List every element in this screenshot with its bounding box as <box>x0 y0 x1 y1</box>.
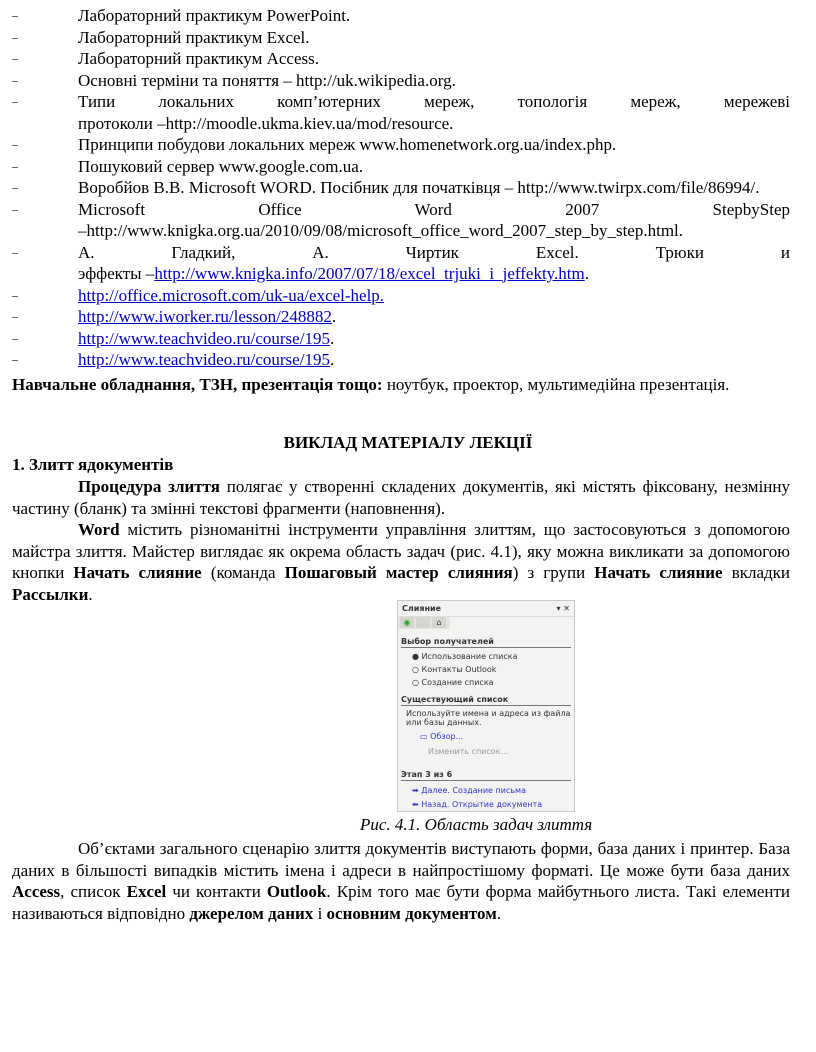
figure-caption: Рис. 4.1. Область задач злиття <box>360 815 593 834</box>
reference-item <box>0 48 790 70</box>
arrow-left-icon: ⬅ <box>412 800 419 809</box>
reference-item <box>0 199 790 242</box>
dash-bullet: – <box>12 158 18 173</box>
reference-link[interactable]: http://www.teachvideo.ru/course/195 <box>78 350 330 369</box>
paragraph-text: вкладки <box>722 563 791 582</box>
paragraph-text: , список <box>60 882 127 901</box>
dash-bullet: – <box>12 94 18 108</box>
radio-create[interactable]: ○ Создание списка <box>412 678 494 687</box>
reference-text: протоколи –http://moodle.ukma.kiev.ua/mod/resource. <box>78 113 454 133</box>
reference-item: – http://www.iworker.ru/lesson/248882. <box>12 307 337 326</box>
reference-link[interactable]: http://www.teachvideo.ru/course/195 <box>78 328 330 348</box>
reference-link[interactable]: http://office.microsoft.com/uk-ua/excel-help. <box>78 285 385 305</box>
home-icon[interactable]: ⌂ <box>432 617 446 628</box>
reference-item <box>0 285 790 307</box>
tab-icon[interactable] <box>416 617 430 628</box>
bold-term: Начать слияние <box>73 563 202 582</box>
browse-link[interactable] <box>420 732 574 741</box>
lecture-heading: ВИКЛАД МАТЕРІАЛУ ЛЕКЦІЇ <box>283 433 533 452</box>
paragraph-text: . Крім того має бути форма майбутнього листа. Такі елементи називаються відповідно <box>12 882 791 923</box>
paragraph-text: . <box>496 903 502 923</box>
paragraph-text: (команда <box>201 563 285 582</box>
reference-item <box>0 177 790 199</box>
option-label: Контакты Outlook <box>421 665 497 674</box>
reference-link[interactable]: http://www.iworker.ru/lesson/248882 <box>78 307 332 326</box>
reference-text: А. Гладкий, А. Чиртик Excel. Трюки и <box>78 242 790 262</box>
bold-term: Outlook <box>266 882 327 901</box>
paragraph-text: чи контакти <box>166 882 267 901</box>
equipment-text: ноутбук, проектор, мультимедійна презентація. <box>382 375 730 394</box>
reference-item <box>0 91 790 134</box>
reference-item: – http://www.teachvideo.ru/course/195. <box>12 350 335 369</box>
hint-text: Используйте имена и адреса из файла или базы данных. <box>406 709 571 727</box>
dash-bullet: – <box>12 201 18 216</box>
pane-controls[interactable]: ▾ ✕ <box>556 604 570 613</box>
recipients-heading: Выбор получателей <box>401 637 571 648</box>
dash-bullet: – <box>12 180 18 194</box>
dash-bullet: – <box>12 244 18 259</box>
paragraph <box>12 476 790 519</box>
reference-text: –http://www.knigka.org.ua/2010/09/08/microsoft_office_word_2007_step_by_step.html. <box>78 221 684 240</box>
reference-item: – http://www.teachvideo.ru/course/195. <box>12 328 335 348</box>
reference-item <box>0 70 790 92</box>
reference-item <box>0 5 790 27</box>
reference-list <box>0 5 800 371</box>
bold-term: Excel <box>126 882 167 901</box>
dash-bullet: – <box>12 309 18 323</box>
dash-bullet: – <box>12 287 18 302</box>
dash-bullet: – <box>12 72 18 87</box>
next-link[interactable] <box>412 786 574 795</box>
bold-term: Пошаговый мастер слияния <box>284 563 513 582</box>
reference-item: – А. Гладкий, А. Чиртик Excel. Трюки и эффекты –http://www.knigka.info/2007/07/18/excel_trjuki_i_jeffekty.htm. <box>12 242 790 283</box>
equipment-line <box>12 374 790 396</box>
dash-bullet: – <box>12 8 18 22</box>
option-label: Создание списка <box>421 678 494 687</box>
reference-text: Лабораторний практикум Access. <box>78 49 319 68</box>
pane-tabs <box>398 617 450 629</box>
section-title: 1. Злитт ядокументів <box>12 455 174 474</box>
reference-text: Лабораторний практикум Excel. <box>78 27 310 47</box>
reference-text: Воробйов В.В. Microsoft WORD. Посібник для початківця – http://www.twirpx.com/file/86994/. <box>78 178 760 197</box>
equipment-label: Навчальне обладнання, ТЗН, презентація тощо: <box>12 375 383 394</box>
dash-bullet: – <box>12 51 18 65</box>
bold-term: джерелом даних <box>189 903 314 923</box>
dash-bullet: – <box>12 137 18 151</box>
bold-term: Рассылки <box>12 584 89 604</box>
bold-term: Начать слияние <box>594 563 723 582</box>
dash-bullet: – <box>12 29 18 44</box>
paragraph-text: . <box>88 584 93 604</box>
reference-text: Типи локальних комп’ютерних мереж, топологія мереж, мережеві <box>78 92 790 111</box>
reference-text: Основні терміни та поняття – http://uk.wikipedia.org. <box>78 70 456 90</box>
reference-text: эффекты – <box>78 264 155 283</box>
bold-term: Процедура злиття <box>78 477 220 496</box>
reference-text: Пошуковий сервер www.google.com.ua. <box>78 156 364 176</box>
arrow-right-icon: ➡ <box>412 786 419 795</box>
reference-text: Принципи побудови локальних мереж www.homenetwork.org.ua/index.php. <box>78 135 617 154</box>
paragraph-text: полягає у створенні складених документів, які містять фіксовану, незмінну частину (бланк) та змінні текстові фрагменти (наповнення). <box>12 477 790 518</box>
edit-list-link[interactable]: Изменить список... <box>428 747 509 756</box>
reference-text: Лабораторний практикум PowerPoint. <box>78 6 351 25</box>
back-label: Назад. Открытие документа <box>421 800 543 809</box>
radio-outlook[interactable]: ○ Контакты Outlook <box>412 665 497 674</box>
bold-term: Word <box>78 520 120 539</box>
paragraph-text: і <box>313 903 327 923</box>
back-icon[interactable]: ◉ <box>400 617 414 628</box>
browse-label: Обзор... <box>430 732 464 741</box>
mail-merge-pane <box>397 600 575 812</box>
step-heading: Этап 3 из 6 <box>401 770 571 781</box>
reference-item <box>0 27 790 49</box>
existing-list-heading: Существующий список <box>401 695 571 706</box>
paragraph <box>12 519 790 605</box>
bold-term: основним документом <box>326 903 497 923</box>
next-label: Далее. Создание письма <box>421 786 526 795</box>
reference-link[interactable]: http://www.knigka.info/2007/07/18/excel_trjuki_i_jeffekty.htm <box>154 264 585 283</box>
browse-icon: ▭ <box>420 732 428 741</box>
reference-text: Microsoft Office Word 2007 StepbyStep <box>78 199 790 219</box>
dash-bullet: – <box>12 352 18 366</box>
bold-term: Access <box>12 882 61 901</box>
dash-bullet: – <box>12 330 18 345</box>
paragraph <box>12 838 790 924</box>
paragraph-text: Об’єктами загального сценарію злиття документів виступають форми, база даних і принтер. База даних в більшості випадків містить імена і адреси в найпростішому форматі. Це може бути база даних <box>12 839 790 880</box>
pane-title: Слияние <box>402 604 442 613</box>
reference-item <box>0 156 790 178</box>
paragraph-text: містить різноманітні інструменти управління злиттям, що застосовуються з допомогою майстра злиття. Майстер виглядає як окрема область задач (рис. 4.1), яку можна викликати за допомогою кнопки <box>12 520 790 582</box>
radio-use-list[interactable]: ● Использование списка <box>412 652 518 661</box>
back-link[interactable] <box>412 800 574 809</box>
reference-item <box>0 134 790 156</box>
option-label: Использование списка <box>421 652 518 661</box>
paragraph-text: ) з групи <box>512 563 595 582</box>
